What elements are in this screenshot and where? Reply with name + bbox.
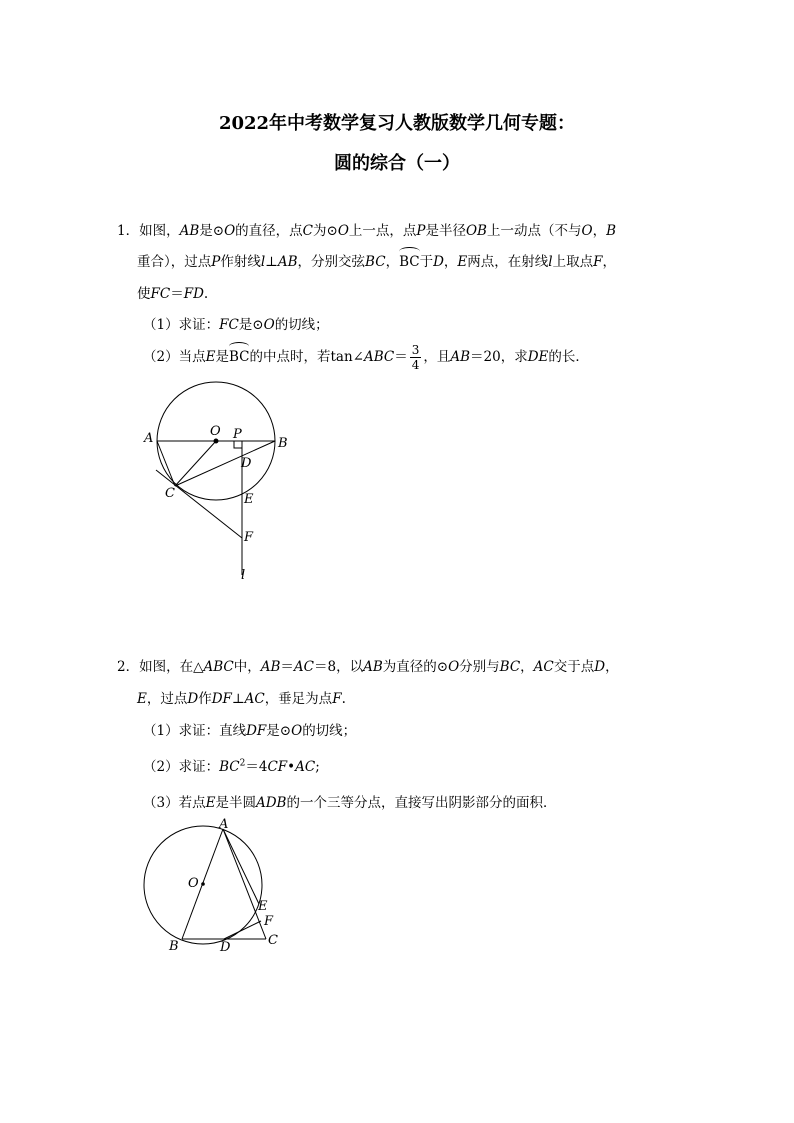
- fig1-label-e: E: [244, 492, 254, 507]
- q1-line-3: 使FC＝FD.: [137, 286, 209, 302]
- fig1-label-p: P: [233, 427, 242, 442]
- fig1-label-f: F: [244, 530, 254, 545]
- q1-part-2: （2）当点E是BC的中点时，若tan∠ABC＝ $\frac{3}{4}$ ，且AB＝20，求DE的长．: [143, 343, 589, 372]
- fig2-segment-df: [224, 921, 261, 939]
- q2-line-2: E，过点D作DF⊥AC，垂足为点F.: [137, 691, 346, 707]
- fig1-label-d: D: [241, 456, 252, 471]
- q2-line-1: 2．如图，在△ABC中，AB＝AC＝8，以AB为直径的⊙O分别与BC，AC交于点D，: [117, 659, 619, 675]
- fig2-center-o: [201, 882, 205, 886]
- fig1-label-c: C: [165, 486, 175, 501]
- fig2-label-o: O: [188, 876, 199, 891]
- fig1-segment-co: [175, 441, 216, 486]
- fig1-label-o: O: [210, 424, 221, 439]
- fig1-tangent-fc: [156, 470, 242, 538]
- arc-bc: BC: [399, 250, 420, 270]
- q2-part-3: （3）若点E是半圆ADB的一个三等分点，直接写出阴影部分的面积．: [143, 795, 557, 811]
- q1-line-2: 重合），过点P作射线l⊥AB，分别交弦BC，BC于D，E两点，在射线l上取点F，: [137, 250, 616, 270]
- figure-1: [130, 375, 300, 585]
- q1-line-1: 1．如图，AB是⊙O的直径，点C为⊙O上一点，点P是半径OB上一动点（不与O，B: [117, 223, 616, 239]
- title-line-2: 圆的综合（一）: [334, 153, 460, 174]
- fig2-label-c: C: [268, 933, 278, 948]
- fig1-right-angle: [234, 441, 242, 448]
- q2-part-1: （1）求证：直线DF是⊙O的切线；: [143, 723, 357, 739]
- fig2-side-ac: [223, 829, 266, 939]
- title-line-1: 2022年中考数学复习人教版数学几何专题：: [218, 113, 576, 134]
- fig1-label-a: A: [144, 431, 154, 446]
- fig1-chord-bc: [175, 441, 275, 486]
- fig1-label-b: B: [278, 436, 288, 451]
- q1-part-1: （1）求证：FC是⊙O的切线；: [143, 317, 329, 333]
- fig1-center-o: [214, 439, 219, 444]
- q2-part-2: （2）求证：$BC^2=4CF•AC$;: [143, 758, 320, 775]
- fig1-label-l: l: [241, 568, 246, 583]
- fraction-3-4: $\frac{3}{4}$: [411, 343, 420, 372]
- fig2-label-f: F: [264, 914, 274, 929]
- fig2-label-a: A: [219, 817, 229, 832]
- fig2-label-e: E: [258, 899, 268, 914]
- fig2-label-b: B: [169, 939, 179, 954]
- fig2-label-d: D: [220, 940, 231, 955]
- fig1-chord-ac: [157, 441, 175, 486]
- figure-2: [135, 815, 295, 960]
